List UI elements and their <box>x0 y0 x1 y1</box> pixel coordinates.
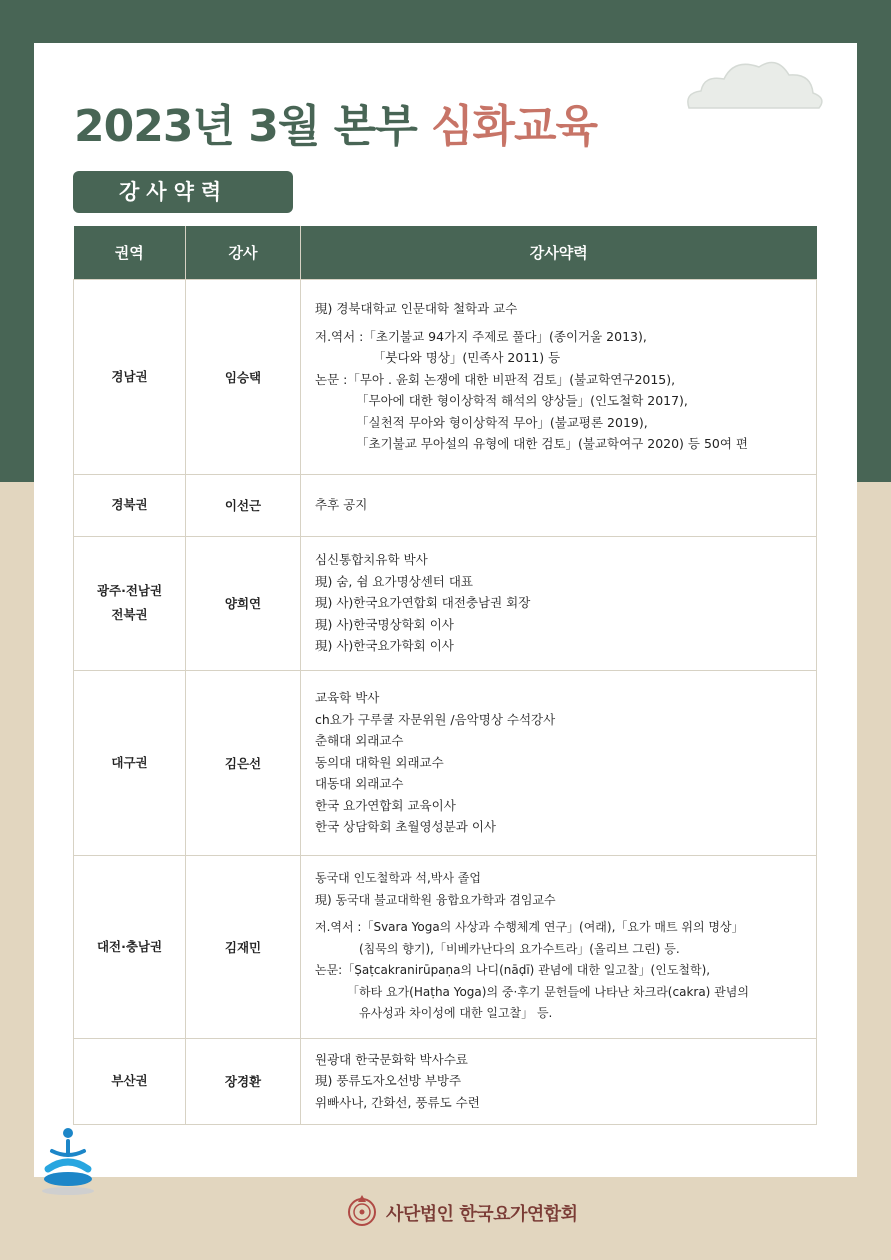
region-cell <box>74 670 186 855</box>
bio-line: 대동대 외래교수 <box>315 776 404 792</box>
table-row <box>74 279 817 474</box>
bio-line: 동국대 인도철학과 석,박사 졸업 <box>315 871 481 886</box>
bio-line: 한국 요가연합회 교육이사 <box>315 797 456 813</box>
bio-line: 現) 숨, 쉼 요가명상센터 대표 <box>315 573 473 589</box>
bio-line: 동의대 대학원 외래교수 <box>315 754 444 770</box>
bio-cell <box>301 855 817 1038</box>
region-name: 대구권 <box>111 754 148 770</box>
region-cell <box>74 279 186 474</box>
lecturer-name: 이선근 <box>186 474 301 536</box>
bio-cell <box>301 670 817 855</box>
bio-line: 現) 동국대 불교대학원 융합요가학과 겸임교수 <box>315 892 556 907</box>
bio-line: 現) 사)한국명상학회 이사 <box>315 616 454 632</box>
bio-line: 現) 사)한국요가학회 이사 <box>315 638 454 654</box>
table-row <box>74 536 817 670</box>
bio-cell <box>301 536 817 670</box>
bio-line: 추후 공지 <box>315 497 368 513</box>
bio-line: 「붓다와 명상」(민족사 2011) 등 <box>373 350 561 366</box>
bio-line: 저.역서 :「Svara Yoga의 사상과 수행체계 연구」(여래),「요가 매트 위의 명상」 <box>315 920 744 935</box>
bio-line: 「초기불교 무아설의 유형에 대한 검토」(불교학여구 2020) 등 50여 편 <box>356 436 748 452</box>
bio-cell <box>301 474 817 536</box>
bio-line: (침묵의 향기),「비베카난다의 요가수트라」(올리브 그린) 등. <box>359 941 680 956</box>
bio-line: 원광대 한국문화학 박사수료 <box>315 1051 468 1067</box>
column-header-bio: 강사약력 <box>301 226 817 279</box>
table-row <box>74 474 817 536</box>
title-accent: 심화교육 <box>431 101 598 152</box>
table-row <box>74 670 817 855</box>
region-cell <box>74 474 186 536</box>
bio-line: 現) 경북대학교 인문대학 철학과 교수 <box>315 301 518 317</box>
region-name: 경북권 <box>111 497 148 512</box>
bio-line: 논문 :「무아 . 윤회 논쟁에 대한 비판적 검토」(불교학연구2015), <box>315 371 676 387</box>
bio-line: 「무아에 대한 형이상학적 해석의 양상들」(인도철학 2017), <box>356 393 688 409</box>
page-title <box>74 90 597 154</box>
table-row <box>74 855 817 1038</box>
bio-line: 심신통합치유학 박사 <box>315 552 428 568</box>
region-name: 경남권 <box>111 368 148 384</box>
organization-logo-icon <box>345 1193 379 1227</box>
lecturer-name: 양희연 <box>186 536 301 670</box>
bio-line: 논문:「Ṣaṭcakranirūpaṇa의 나디(nāḍī) 관념에 대한 일고찰」(인도철학), <box>315 963 711 978</box>
bio-line: 저.역서 :「초기불교 94가지 주제로 풀다」(종이거울 2013), <box>315 328 647 344</box>
bio-line: 「실천적 무아와 형이상학적 무아」(불교평론 2019), <box>356 414 648 430</box>
table-row <box>74 1038 817 1124</box>
lecturer-name: 임승택 <box>186 279 301 474</box>
title-main: 2023년 3월 본부 <box>74 101 432 152</box>
bio-line: 유사성과 차이성에 대한 일고찰」 등. <box>359 1006 553 1021</box>
region-name: 전북권 <box>111 607 148 622</box>
region-cell <box>74 1038 186 1124</box>
region-cell <box>74 855 186 1038</box>
lecturer-table <box>73 226 817 1125</box>
region-cell <box>74 536 186 670</box>
region-name: 대전·충남권 <box>96 938 163 954</box>
region-name: 부산권 <box>111 1073 148 1088</box>
column-header-region: 권역 <box>74 226 186 279</box>
bio-line: 現) 풍류도자오선방 부방주 <box>315 1073 462 1089</box>
bio-cell <box>301 1038 817 1124</box>
bio-line: 한국 상담학회 초월영성분과 이사 <box>315 819 496 835</box>
section-label: 강사약력 <box>73 171 293 213</box>
meditation-figure-icon <box>40 1125 96 1201</box>
organization-name: 사단법인 한국요가연합회 <box>386 1204 578 1225</box>
region-name: 광주·전남권 <box>96 583 163 598</box>
bio-line: 現) 사)한국요가연합회 대전충남권 회장 <box>315 595 531 611</box>
bio-cell <box>301 279 817 474</box>
lecturer-name: 김재민 <box>186 855 301 1038</box>
table-header-row <box>74 226 817 279</box>
bio-line: 위빠사나, 간화선, 풍류도 수련 <box>315 1094 480 1110</box>
lecturer-name: 김은선 <box>186 670 301 855</box>
column-header-lecturer: 강사 <box>186 226 301 279</box>
bio-line: 춘해대 외래교수 <box>315 733 404 749</box>
bio-line: ch요가 구루쿨 자문위원 /음악명상 수석강사 <box>315 711 556 727</box>
bio-line: 교육학 박사 <box>315 690 380 706</box>
cloud-icon <box>679 53 829 113</box>
bio-line: 「하타 요가(Haṭha Yoga)의 중·후기 문헌들에 나타난 차크라(cakra) 관념의 <box>347 984 749 999</box>
lecturer-name: 장경환 <box>186 1038 301 1124</box>
